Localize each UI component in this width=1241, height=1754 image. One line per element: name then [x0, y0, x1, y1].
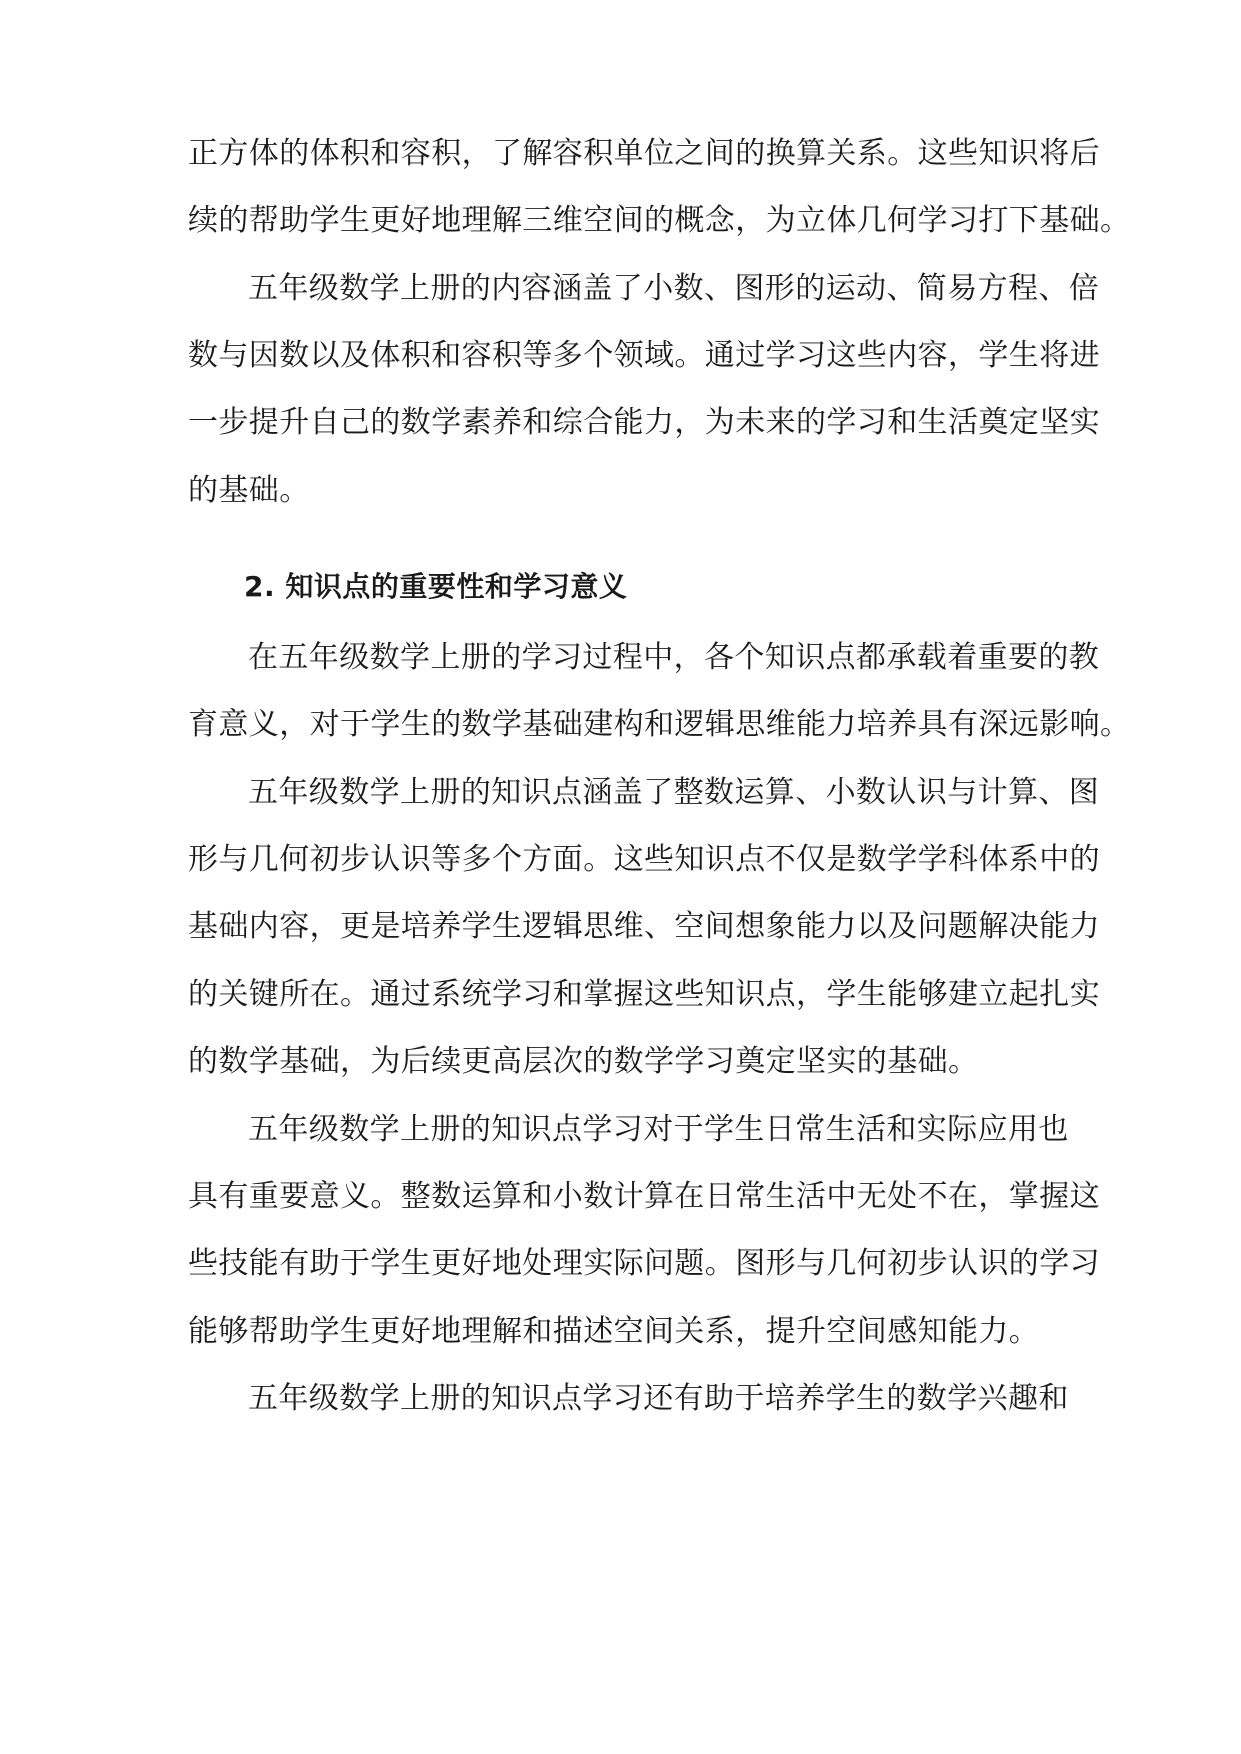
paragraph-line: 些技能有助于学生更好地处理实际问题。图形与几何初步认识的学习 — [188, 1246, 1100, 1281]
paragraph-line: 五年级数学上册的内容涵盖了小数、图形的运动、简易方程、倍 — [248, 271, 1100, 306]
paragraph-line: 在五年级数学上册的学习过程中，各个知识点都承载着重要的教 — [248, 640, 1100, 675]
paragraph-line: 一步提升自己的数学素养和综合能力，为未来的学习和生活奠定坚实 — [188, 405, 1100, 440]
paragraph-line: 的基础。 — [188, 473, 310, 508]
paragraph-line: 五年级数学上册的知识点学习还有助于培养学生的数学兴趣和 — [248, 1381, 1069, 1416]
paragraph-line: 续的帮助学生更好地理解三维空间的概念，为立体几何学习打下基础。 — [188, 203, 1131, 238]
paragraph-line: 具有重要意义。整数运算和小数计算在日常生活中无处不在，掌握这 — [188, 1179, 1100, 1214]
paragraph-line: 育意义，对于学生的数学基础建构和逻辑思维能力培养具有深远影响。 — [188, 707, 1131, 742]
paragraph-line: 形与几何初步认识等多个方面。这些知识点不仅是数学学科体系中的 — [188, 842, 1100, 877]
paragraph-line: 五年级数学上册的知识点学习对于学生日常生活和实际应用也 — [248, 1112, 1069, 1147]
paragraph-line: 的数学基础，为后续更高层次的数学学习奠定坚实的基础。 — [188, 1044, 979, 1079]
paragraph-line: 正方体的体积和容积，了解容积单位之间的换算关系。这些知识将后 — [188, 136, 1100, 171]
paragraph-line: 能够帮助学生更好地理解和描述空间关系，提升空间感知能力。 — [188, 1314, 1040, 1349]
paragraph-line: 基础内容，更是培养学生逻辑思维、空间想象能力以及问题解决能力 — [188, 909, 1100, 944]
paragraph-line: 五年级数学上册的知识点涵盖了整数运算、小数认识与计算、图 — [248, 775, 1100, 810]
paragraph-line: 的关键所在。通过系统学习和掌握这些知识点，学生能够建立起扎实 — [188, 977, 1100, 1012]
paragraph-line: 数与因数以及体积和容积等多个领域。通过学习这些内容，学生将进 — [188, 338, 1100, 373]
section-heading: 2. 知识点的重要性和学习意义 — [244, 570, 628, 603]
